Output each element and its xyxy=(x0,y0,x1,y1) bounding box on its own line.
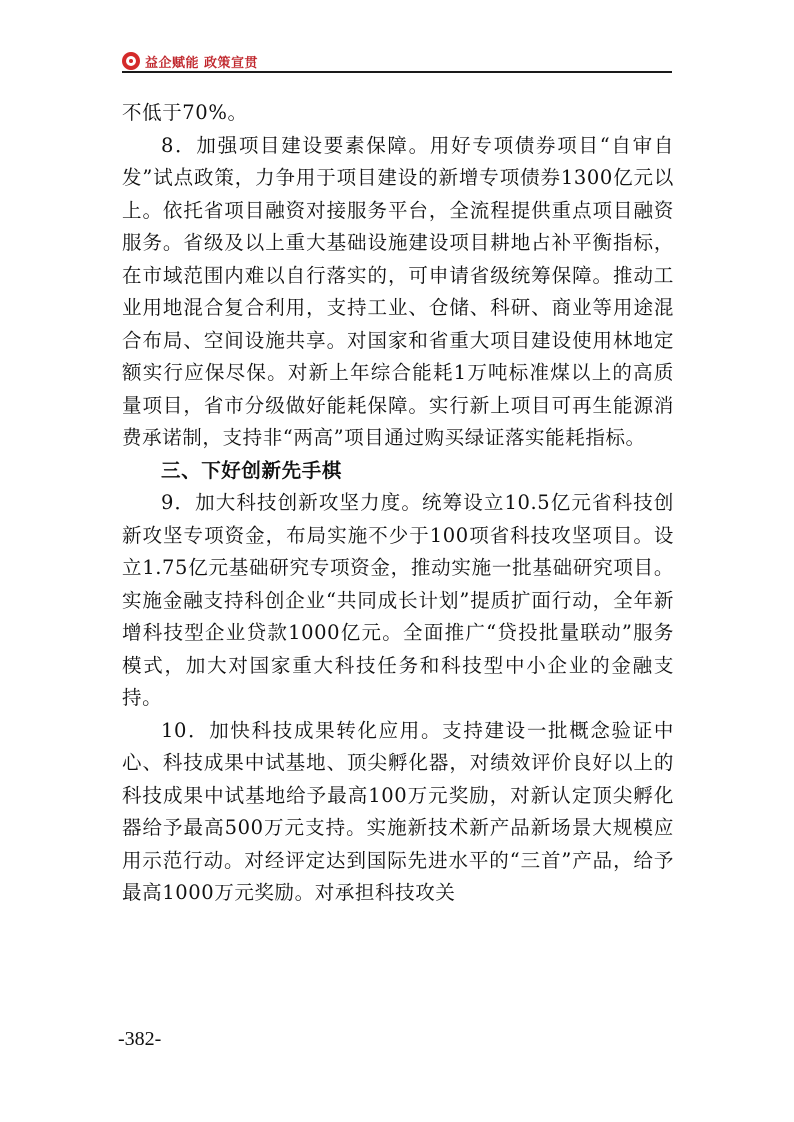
logo-emblem-icon xyxy=(122,52,140,70)
paragraph-item-8: 8．加强项目建设要素保障。用好专项债券项目“自审自发”试点政策，力争用于项目建设的新增专项债券1300亿元以上。依托省项目融资对接服务平台，全流程提供重点项目融资服务。省级及以上重大基础设施建设项目耕地占补平衡指标，在市域范围内难以自行落实的，可申请省级统筹保障。推动工业用地混合复合利用，支持工业、仓储、科研、商业等用途混合布局、空间设施共享。对国家和省重大项目建设使用林地定额实行应保尽保。对新上年综合能耗1万吨标准煤以上的高质量项目，省市分级做好能耗保障。实行新上项目可再生能源消费承诺制，支持非“两高”项目通过购买绿证落实能耗指标。 xyxy=(122,133,674,449)
header-logo xyxy=(122,50,258,72)
document-body xyxy=(122,97,674,910)
page-number: -382- xyxy=(118,1028,162,1050)
section-heading: 三、下好创新先手棋 xyxy=(161,458,342,482)
paragraph-item-10: 10．加快科技成果转化应用。支持建设一批概念验证中心、科技成果中试基地、顶尖孵化器，对绩效评价良好以上的科技成果中试基地给予最高100万元奖励，对新认定顶尖孵化器给予最高500万元支持。实施新技术新产品新场景大规模应用示范行动。对经评定达到国际先进水平的“三首”产品，给予最高1000万元奖励。对承担科技攻关 xyxy=(122,718,674,904)
header-divider xyxy=(122,71,672,73)
paragraph-item-9: 9．加大科技创新攻坚力度。统筹设立10.5亿元省科技创新攻坚专项资金，布局实施不少于100项省科技攻坚项目。设立1.75亿元基础研究专项资金，推动实施一批基础研究项目。实施金融支持科创企业“共同成长计划”提质扩面行动，全年新增科技型企业贷款1000亿元。全面推广“贷投批量联动”服务模式，加大对国家重大科技任务和科技型中小企业的金融支持。 xyxy=(122,491,674,709)
paragraph-continuation: 不低于70%。 xyxy=(122,101,248,124)
logo-text: 益企赋能 政策宣贯 xyxy=(145,55,259,71)
